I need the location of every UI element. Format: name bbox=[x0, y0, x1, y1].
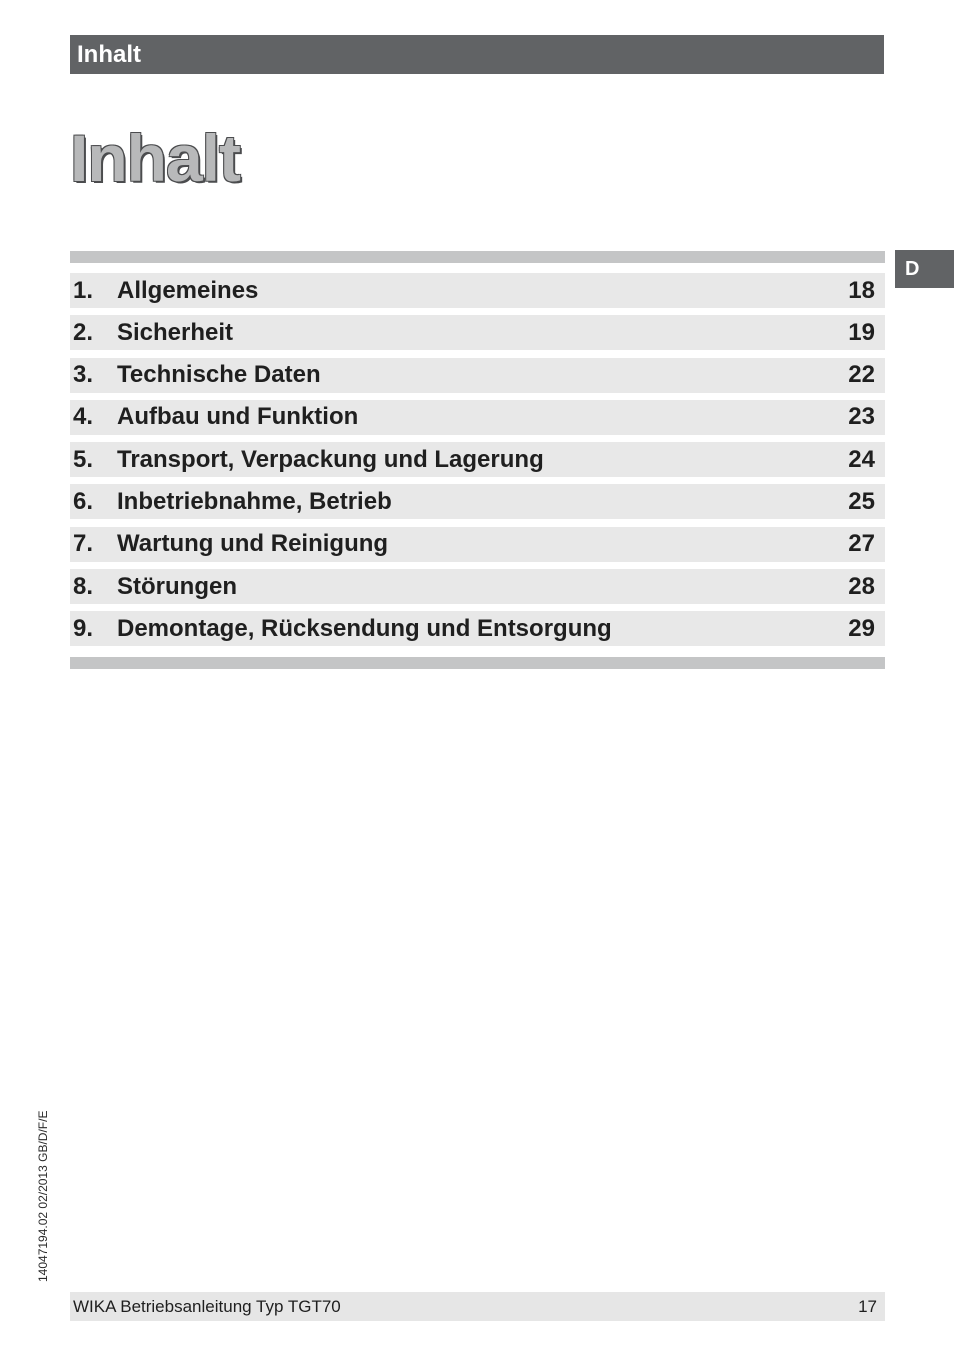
toc-entry-title: Störungen bbox=[117, 572, 237, 600]
toc-entry-transport[interactable] bbox=[70, 442, 885, 477]
toc-entry-page: 29 bbox=[848, 614, 875, 642]
toc-entry-title: Allgemeines bbox=[117, 276, 259, 304]
toc-entry-page: 28 bbox=[848, 572, 875, 600]
toc-entry-number: 6. bbox=[73, 487, 94, 515]
toc-entry-title: Inbetriebnahme, Betrieb bbox=[117, 487, 392, 515]
toc-entry-title: Sicherheit bbox=[117, 318, 234, 346]
footer-text: WIKA Betriebsanleitung Typ TGT70 bbox=[73, 1296, 341, 1316]
page-title: Inhalt bbox=[70, 121, 240, 195]
toc-entry-page: 27 bbox=[848, 530, 875, 558]
section-header-title: Inhalt bbox=[77, 41, 141, 68]
toc-entry-title: Technische Daten bbox=[117, 361, 321, 389]
toc-entry-title: Wartung und Reinigung bbox=[117, 530, 389, 558]
toc-entry-number: 8. bbox=[73, 572, 94, 600]
toc-entry-demontage[interactable] bbox=[70, 611, 885, 646]
table-of-contents bbox=[70, 273, 885, 654]
toc-entry-page: 22 bbox=[848, 361, 875, 389]
toc-entry-number: 4. bbox=[73, 403, 94, 431]
page-footer bbox=[70, 1292, 885, 1321]
document-code: 14047194.02 02/2013 GB/D/F/E bbox=[36, 1110, 50, 1282]
toc-entry-number: 5. bbox=[73, 445, 94, 473]
toc-entry-technische-daten[interactable] bbox=[70, 358, 885, 393]
toc-entry-allgemeines[interactable] bbox=[70, 273, 885, 308]
toc-top-rule bbox=[70, 251, 885, 263]
toc-entry-sicherheit[interactable] bbox=[70, 315, 885, 350]
toc-entry-title: Aufbau und Funktion bbox=[117, 403, 359, 431]
toc-entry-page: 23 bbox=[848, 403, 875, 431]
toc-entry-page: 19 bbox=[848, 318, 875, 346]
language-tab[interactable] bbox=[895, 250, 954, 288]
toc-entry-number: 7. bbox=[73, 530, 94, 558]
toc-entry-number: 3. bbox=[73, 361, 94, 389]
toc-entry-page: 25 bbox=[848, 487, 875, 515]
toc-entry-inbetriebnahme[interactable] bbox=[70, 484, 885, 519]
toc-entry-page: 24 bbox=[848, 445, 875, 473]
footer-page-number: 17 bbox=[858, 1296, 877, 1316]
toc-entry-number: 1. bbox=[73, 276, 94, 304]
toc-entry-wartung[interactable] bbox=[70, 527, 885, 562]
toc-entry-number: 2. bbox=[73, 318, 94, 346]
toc-entry-stoerungen[interactable] bbox=[70, 569, 885, 604]
toc-entry-title: Demontage, Rücksendung und Entsorgung bbox=[117, 614, 612, 642]
toc-entry-page: 18 bbox=[848, 276, 875, 304]
toc-entry-aufbau-und-funktion[interactable] bbox=[70, 400, 885, 435]
language-tab-label: D bbox=[905, 258, 920, 280]
toc-entry-number: 9. bbox=[73, 614, 94, 642]
section-header bbox=[70, 35, 884, 74]
toc-bottom-rule bbox=[70, 657, 885, 669]
toc-entry-title: Transport, Verpackung und Lagerung bbox=[117, 445, 544, 473]
